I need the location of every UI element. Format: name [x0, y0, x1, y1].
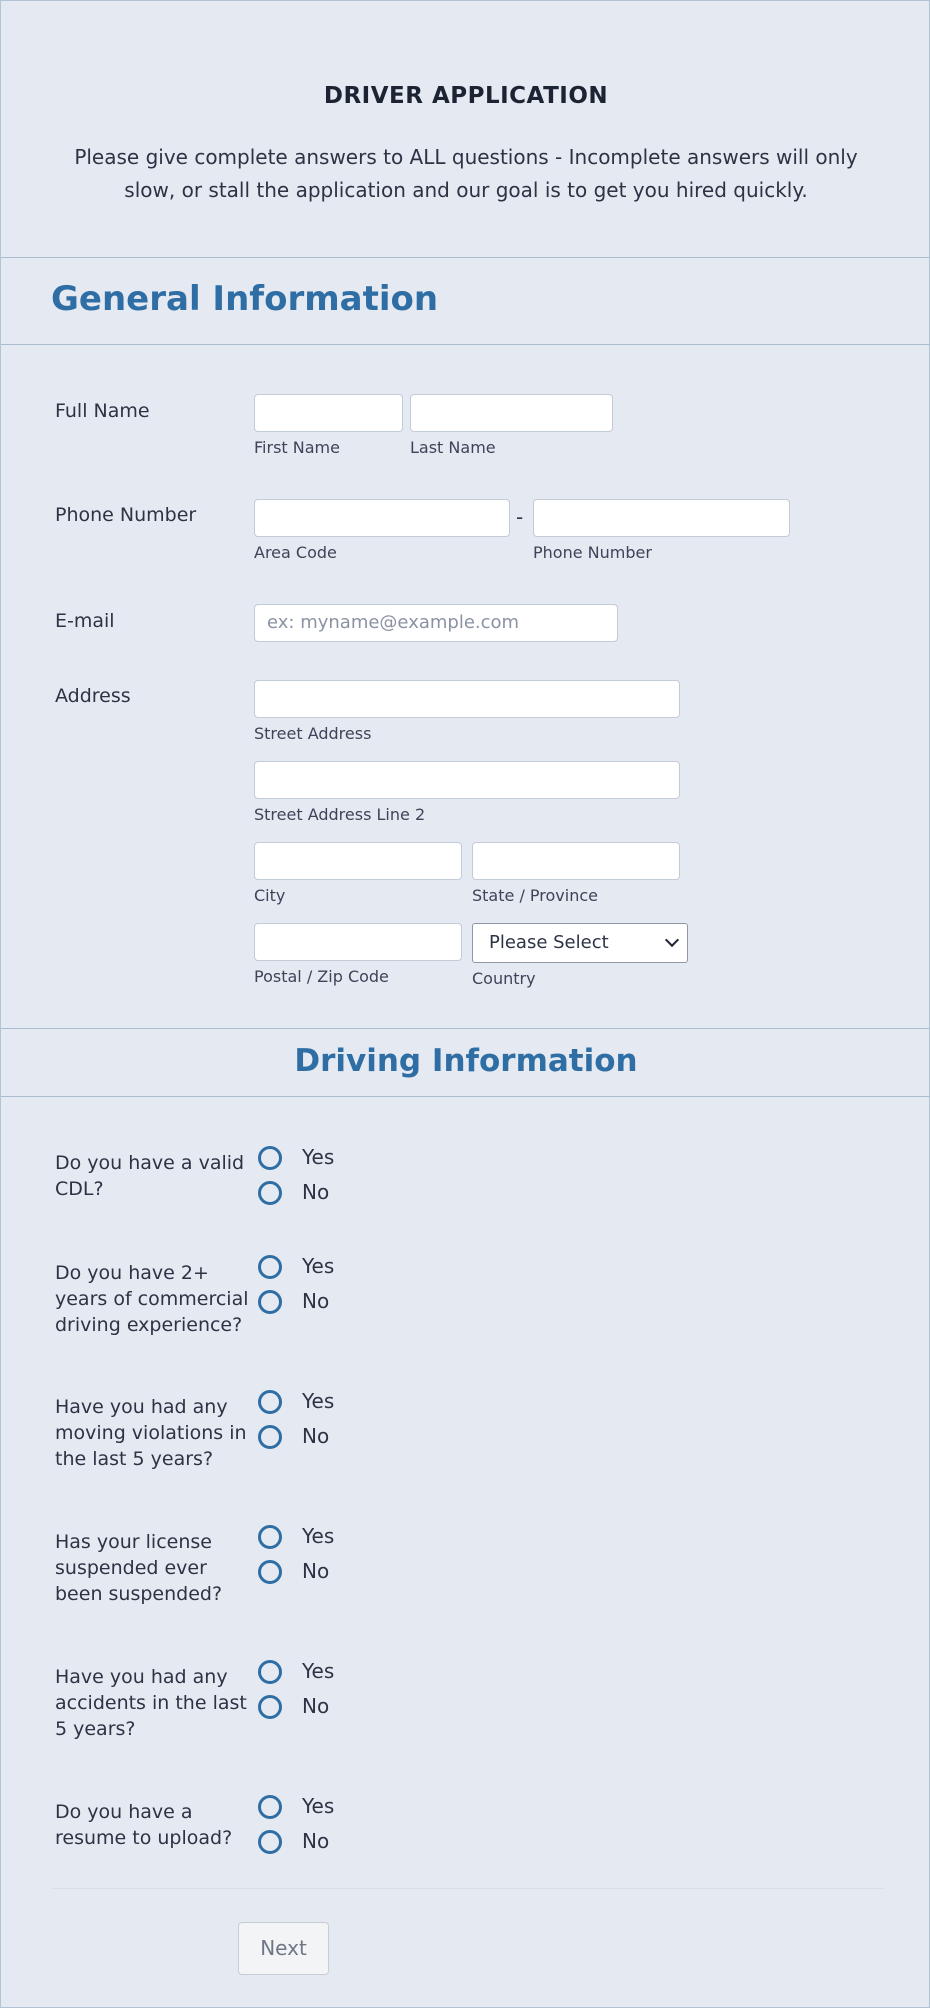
- radio-no-label[interactable]: No: [302, 1559, 330, 1583]
- divider: [1, 344, 930, 345]
- state-input[interactable]: [472, 842, 680, 880]
- radio-circle-icon[interactable]: [258, 1830, 282, 1854]
- radio-yes-label[interactable]: Yes: [302, 1145, 335, 1169]
- city-input[interactable]: [254, 842, 462, 880]
- footer-divider: [53, 1888, 883, 1889]
- radio-yes-label[interactable]: Yes: [302, 1524, 335, 1548]
- country-sublabel: Country: [472, 969, 536, 988]
- zip-code-input[interactable]: [254, 923, 462, 961]
- question-resume-upload: Do you have a resume to upload?: [55, 1801, 233, 1849]
- area-code-sublabel: Area Code: [254, 543, 337, 562]
- question-accidents: Have you had any accidents in the last 5 years?: [55, 1666, 247, 1740]
- radio-yes-label[interactable]: Yes: [302, 1659, 335, 1683]
- street-address-line2-input[interactable]: [254, 761, 680, 799]
- radio-no-label[interactable]: No: [302, 1180, 330, 1204]
- first-name-input[interactable]: [254, 394, 403, 432]
- street-address-sublabel: Street Address: [254, 724, 372, 743]
- email-label: E-mail: [55, 610, 115, 632]
- divider: [1, 1028, 930, 1029]
- street-address-line2-sublabel: Street Address Line 2: [254, 805, 426, 824]
- country-select-value: Please Select: [489, 932, 609, 953]
- radio-yes-label[interactable]: Yes: [302, 1389, 335, 1413]
- form-description: Please give complete answers to ALL questions - Incomplete answers will only slow, or stall the application and our goal is to get you hired quickly.: [74, 145, 858, 202]
- radio-circle-icon[interactable]: [258, 1255, 282, 1279]
- radio-yes-label[interactable]: Yes: [302, 1794, 335, 1818]
- address-label: Address: [55, 685, 131, 707]
- radio-no-label[interactable]: No: [302, 1829, 330, 1853]
- radio-no-label[interactable]: No: [302, 1694, 330, 1718]
- form-title: DRIVER APPLICATION: [323, 83, 609, 109]
- last-name-sublabel: Last Name: [410, 438, 496, 457]
- phone-number-input[interactable]: [533, 499, 790, 537]
- full-name-label: Full Name: [55, 400, 150, 422]
- question-valid-cdl: Do you have a valid CDL?: [55, 1152, 245, 1200]
- phone-number-sublabel: Phone Number: [533, 543, 652, 562]
- state-sublabel: State / Province: [472, 886, 598, 905]
- divider: [1, 1096, 930, 1097]
- question-license-suspended: Has your license suspended ever been suspended?: [55, 1531, 223, 1605]
- question-driving-experience: Do you have 2+ years of commercial driving experience?: [55, 1262, 249, 1336]
- radio-circle-icon[interactable]: [258, 1695, 282, 1719]
- section-title-general: General Information: [51, 279, 439, 319]
- email-input[interactable]: ex: myname@example.com: [254, 604, 618, 642]
- zip-code-sublabel: Postal / Zip Code: [254, 967, 389, 986]
- country-select[interactable]: [472, 923, 688, 963]
- radio-circle-icon[interactable]: [258, 1560, 282, 1584]
- area-code-input[interactable]: [254, 499, 510, 537]
- radio-no-label[interactable]: No: [302, 1289, 330, 1313]
- first-name-sublabel: First Name: [254, 438, 340, 457]
- radio-circle-icon[interactable]: [258, 1181, 282, 1205]
- radio-circle-icon[interactable]: [258, 1425, 282, 1449]
- radio-circle-icon[interactable]: [258, 1290, 282, 1314]
- street-address-input[interactable]: [254, 680, 680, 718]
- chevron-down-icon: [665, 933, 679, 947]
- divider: [1, 257, 930, 258]
- radio-yes-label[interactable]: Yes: [302, 1254, 335, 1278]
- radio-no-label[interactable]: No: [302, 1424, 330, 1448]
- last-name-input[interactable]: [410, 394, 613, 432]
- city-sublabel: City: [254, 886, 286, 905]
- next-button[interactable]: Next: [238, 1922, 329, 1975]
- phone-label: Phone Number: [55, 504, 197, 526]
- question-moving-violations: Have you had any moving violations in the last 5 years?: [55, 1396, 247, 1470]
- radio-circle-icon[interactable]: [258, 1146, 282, 1170]
- section-title-driving: Driving Information: [294, 1043, 638, 1079]
- radio-circle-icon[interactable]: [258, 1660, 282, 1684]
- radio-circle-icon[interactable]: [258, 1390, 282, 1414]
- phone-separator: -: [516, 505, 524, 529]
- radio-circle-icon[interactable]: [258, 1525, 282, 1549]
- radio-circle-icon[interactable]: [258, 1795, 282, 1819]
